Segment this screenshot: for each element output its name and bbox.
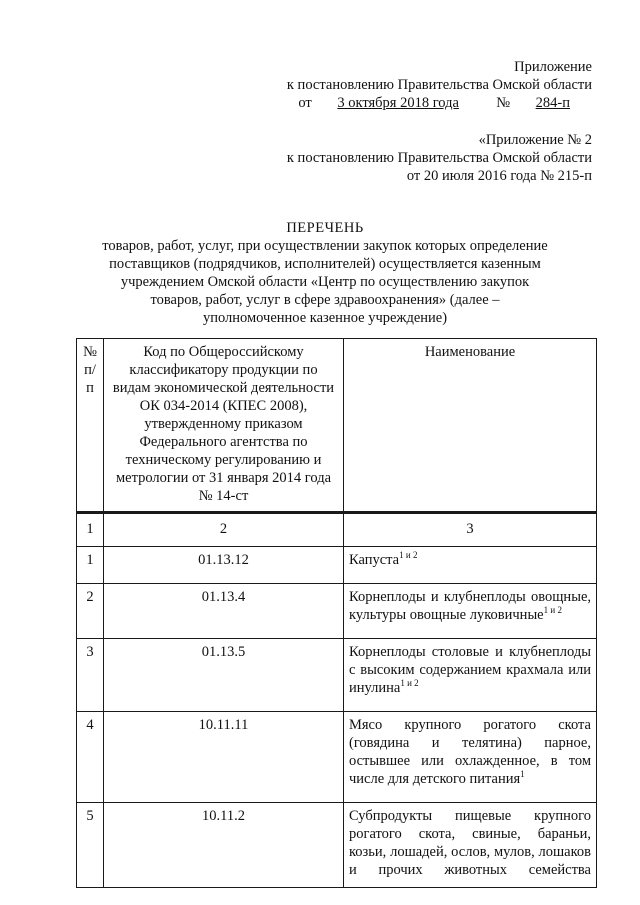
row-num: 5 — [77, 803, 104, 888]
row-num: 2 — [77, 584, 104, 639]
goods-table — [76, 338, 597, 888]
column-numbers-row — [77, 514, 597, 547]
header-name: Наименование — [344, 339, 597, 513]
row-code: 01.13.5 — [104, 639, 344, 712]
title-line: поставщиков (подрядчиков, исполнителей) осуществляется казенным — [109, 256, 541, 272]
row-name: Корнеплоды и клубнеплоды овощные, культуры овощные луковичные$^{1 и 2}$ — [344, 584, 597, 639]
header-code: Код по Общероссийскому классификатору продукции по видам экономической деятельности ОК 034-2014 (КПЕС 2008), утвержденному приказом Федерального агентства по техническому регулированию и метрологии от 31 января 2014 года № 14-ст — [104, 339, 344, 513]
footnote-mark: 1 и 2 — [399, 550, 418, 560]
title-line: учреждением Омской области «Центр по осуществлению закупок — [120, 274, 530, 290]
appendix-original-date: от 20 июля 2016 года № 215-п — [406, 168, 592, 184]
row-name: Капуста$^{1 и 2}$ — [344, 547, 597, 584]
table-row — [77, 584, 597, 639]
title-line: товаров, работ, услуг, при осуществлении закупок которых определение — [102, 238, 548, 254]
row-name: Корнеплоды столовые и клубнеплоды с высоким содержанием крахмала или инулина$^{1 и 2}$ — [344, 639, 597, 712]
resolution-date: 3 октября 2018 года — [337, 95, 459, 111]
appendix-label: Приложение — [514, 59, 592, 75]
resolution-number: 284-п — [535, 95, 570, 111]
row-code: 10.11.2 — [104, 803, 344, 888]
footnote-mark: 1 — [520, 769, 525, 779]
table-header-row — [77, 339, 597, 513]
title-line: уполномоченное казенное учреждение) — [202, 310, 448, 326]
date-prefix: от — [298, 95, 312, 111]
appendix-original-resolution: к постановлению Правительства Омской области — [286, 150, 592, 166]
row-code: 01.13.12 — [104, 547, 344, 584]
table-row — [77, 639, 597, 712]
table-row — [77, 712, 597, 803]
title-line: товаров, работ, услуг в сфере здравоохранения» (далее – — [150, 292, 500, 308]
table-row — [77, 803, 597, 888]
footnote-mark: 1 и 2 — [400, 678, 419, 688]
footnote-mark: 1 и 2 — [543, 605, 562, 615]
row-num: 3 — [77, 639, 104, 712]
row-name: Мясо крупного рогатого скота (говядина и телятина) парное, остывшее или охлажденное, в том числе для детского питания$^1$ — [344, 712, 597, 803]
table-row — [77, 547, 597, 584]
row-num: 1 — [77, 547, 104, 584]
header-num: № п/п — [77, 339, 104, 513]
row-code: 10.11.11 — [104, 712, 344, 803]
row-code: 01.13.4 — [104, 584, 344, 639]
appendix-date-line — [287, 94, 592, 112]
appendix-original-label: «Приложение № 2 — [478, 132, 592, 148]
appendix-current — [287, 58, 592, 112]
number-prefix: № — [496, 95, 511, 111]
column-number: 2 — [104, 514, 344, 547]
appendix-resolution: к постановлению Правительства Омской области — [286, 77, 592, 93]
column-number: 3 — [344, 514, 597, 547]
list-title — [90, 219, 560, 327]
title-heading: ПЕРЕЧЕНЬ — [286, 220, 364, 236]
appendix-original — [287, 131, 592, 185]
row-num: 4 — [77, 712, 104, 803]
row-name: Субпродукты пищевые крупного рогатого скота, свиные, бараньи, козьи, лошадей, ослов, мулов, лошаков и прочих животных семейства — [344, 803, 597, 888]
column-number: 1 — [77, 514, 104, 547]
